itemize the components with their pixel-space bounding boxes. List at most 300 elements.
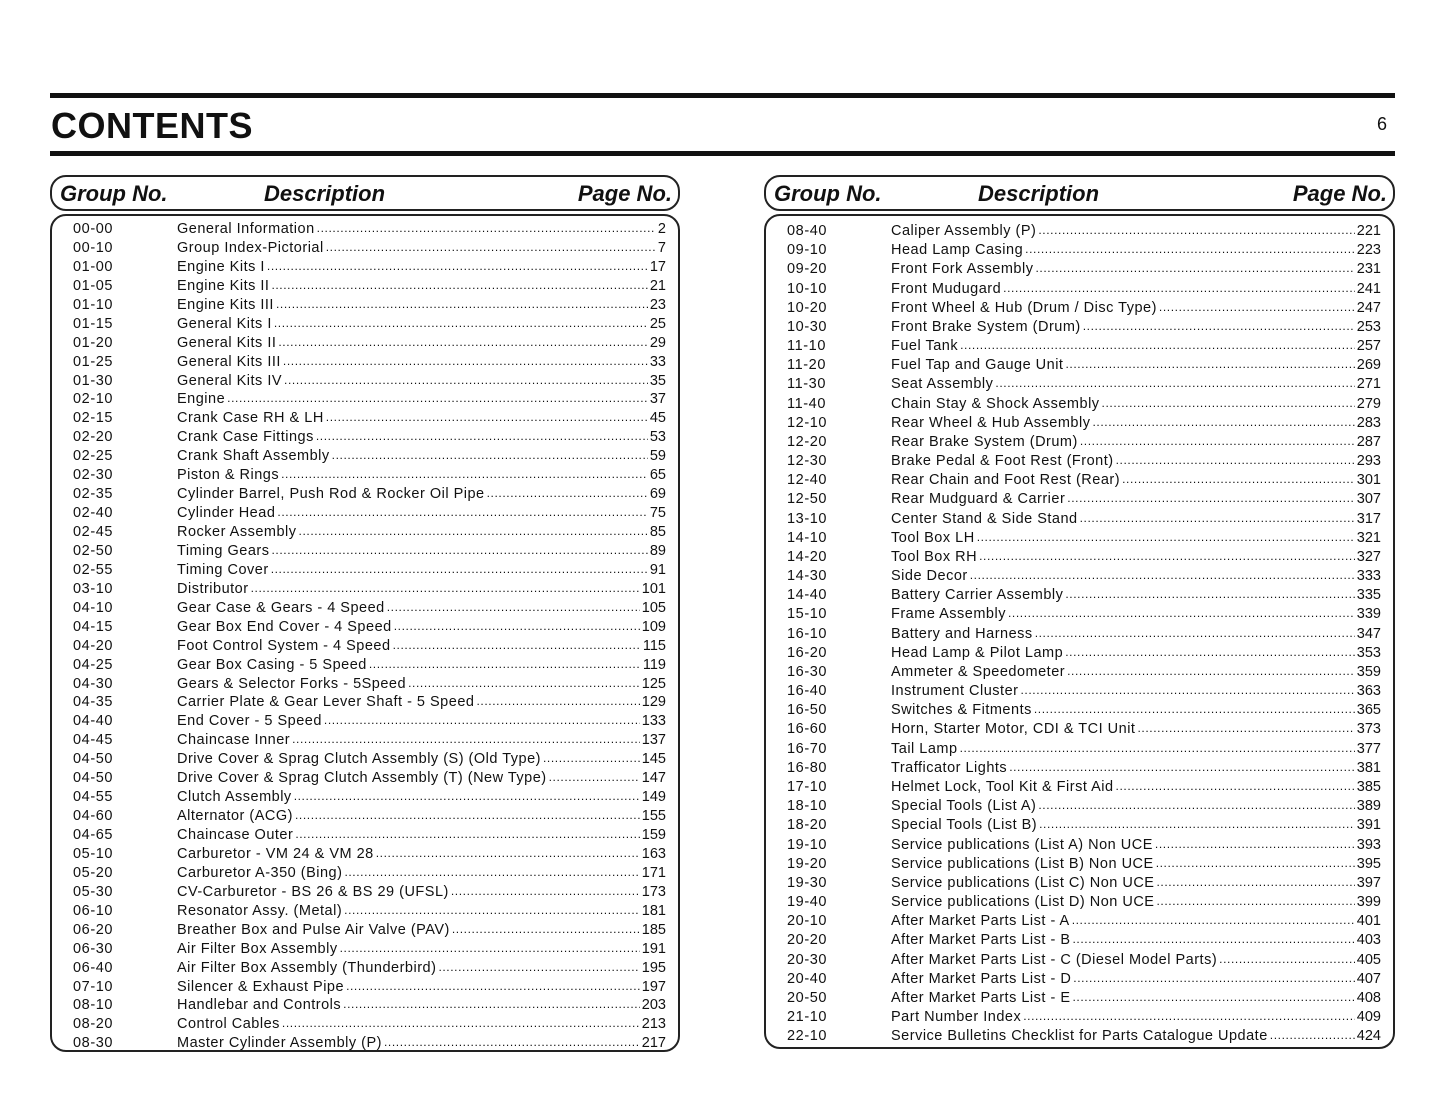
contents-entry	[52, 959, 678, 978]
entry-page-number: 269	[1356, 357, 1381, 374]
dot-leader	[1270, 1027, 1355, 1046]
dot-leader	[271, 277, 647, 296]
entry-description: Chaincase Outer	[177, 827, 294, 843]
group-number: 04-60	[73, 808, 114, 825]
contents-entry	[52, 750, 678, 769]
entry-leader-line	[177, 542, 666, 561]
group-number: 16-30	[787, 663, 828, 680]
group-number: 02-10	[73, 391, 114, 408]
entry-page-number: 147	[641, 770, 666, 787]
entry-page-number: 21	[649, 277, 666, 294]
entry-leader-line	[177, 959, 666, 978]
entry-description: Engine Kits I	[177, 258, 265, 275]
dot-leader	[1080, 433, 1355, 452]
entry-description: Drive Cover & Sprag Clutch Assembly (T) (New Type)	[177, 770, 547, 787]
group-number: 11-40	[787, 395, 827, 412]
entry-description: Cylinder Barrel, Push Rod & Rocker Oil Pipe	[177, 486, 485, 503]
entry-leader-line	[891, 855, 1381, 874]
entry-description: Service publications (List C) Non UCE	[891, 874, 1155, 891]
dot-leader	[267, 258, 648, 277]
entry-page-number: 149	[641, 789, 666, 806]
entry-leader-line	[177, 523, 666, 542]
entry-leader-line	[177, 447, 666, 466]
entry-leader-line	[177, 826, 666, 845]
contents-entry	[52, 334, 678, 353]
entry-page-number: 241	[1356, 280, 1381, 297]
dot-leader	[292, 731, 640, 750]
entry-leader-line	[177, 656, 666, 675]
entry-leader-line	[891, 740, 1381, 759]
group-number: 02-45	[73, 524, 114, 540]
entry-page-number: 65	[649, 467, 666, 484]
entry-description: Service Bulletins Checklist for Parts Catalogue Update	[891, 1028, 1268, 1045]
entry-leader-line	[177, 296, 666, 315]
dot-leader	[1083, 318, 1355, 337]
entry-page-number: 347	[1356, 625, 1381, 642]
entry-page-number: 89	[649, 542, 666, 559]
entry-page-number: 253	[1356, 318, 1381, 335]
entry-page-number: 283	[1356, 414, 1381, 431]
entry-description: After Market Parts List - C (Diesel Model Parts)	[891, 951, 1218, 968]
entry-leader-line	[891, 241, 1381, 260]
entry-leader-line	[891, 759, 1381, 778]
contents-entry	[52, 656, 678, 675]
entry-description: Engine	[177, 391, 226, 408]
group-number: 06-10	[73, 902, 114, 919]
entry-leader-line	[177, 712, 666, 731]
dot-leader	[979, 548, 1355, 567]
entry-leader-line	[891, 222, 1381, 241]
entry-description: Seat Assembly	[891, 376, 994, 393]
entry-description: Side Decor	[891, 568, 968, 585]
contents-entry	[766, 490, 1393, 509]
entry-leader-line	[177, 258, 666, 277]
group-number: 14-20	[787, 548, 828, 565]
entry-description: Part Number Index	[891, 1009, 1022, 1026]
entry-leader-line	[891, 912, 1381, 931]
contents-entry	[52, 864, 678, 883]
contents-entry	[52, 580, 678, 599]
entry-description: Battery Carrier Assembly	[891, 587, 1064, 604]
group-number: 18-20	[787, 817, 828, 834]
contents-entry	[52, 447, 678, 466]
dot-leader	[340, 940, 640, 959]
dot-leader	[317, 220, 656, 239]
entry-leader-line	[891, 682, 1381, 701]
entry-description: Crank Case Fittings	[177, 429, 314, 446]
entry-description: Carburetor A-350 (Bing)	[177, 864, 343, 881]
entry-description: Gear Box End Cover - 4 Speed	[177, 618, 392, 635]
entry-leader-line	[177, 485, 666, 504]
contents-entry	[766, 625, 1393, 644]
entry-description: Head Lamp & Pilot Lamp	[891, 644, 1064, 661]
entry-leader-line	[891, 931, 1381, 950]
dot-leader	[1067, 490, 1355, 509]
entry-leader-line	[891, 260, 1381, 279]
contents-entry	[766, 510, 1393, 529]
entry-page-number: 45	[649, 410, 666, 427]
group-number: 11-20	[787, 357, 827, 374]
entry-description: Rear Mudguard & Carrier	[891, 491, 1066, 508]
dot-leader	[369, 656, 641, 675]
entry-page-number: 181	[641, 902, 666, 919]
entry-leader-line	[177, 466, 666, 485]
dot-leader	[1038, 222, 1354, 241]
entry-page-number: 391	[1356, 817, 1381, 834]
entry-description: Resonator Assy. (Metal)	[177, 902, 343, 919]
contents-entry	[52, 788, 678, 807]
entry-page-number: 129	[641, 694, 666, 711]
entry-leader-line	[891, 816, 1381, 835]
group-number: 04-35	[73, 694, 114, 711]
group-number: 12-30	[787, 453, 828, 470]
dot-leader	[1116, 452, 1355, 471]
dot-leader	[346, 978, 640, 997]
entry-page-number: 195	[641, 959, 666, 976]
contents-entry	[52, 390, 678, 409]
contents-entry	[52, 637, 678, 656]
dot-leader	[277, 504, 647, 523]
entry-leader-line	[891, 951, 1381, 970]
entry-page-number: 29	[649, 334, 666, 351]
entry-leader-line	[891, 452, 1381, 471]
contents-entry	[766, 356, 1393, 375]
entry-page-number: 231	[1356, 261, 1381, 278]
entry-page-number: 59	[649, 448, 666, 465]
dot-leader	[324, 712, 640, 731]
entry-page-number: 25	[649, 315, 666, 332]
entry-leader-line	[891, 433, 1381, 452]
entry-leader-line	[891, 471, 1381, 490]
entry-page-number: 397	[1356, 874, 1381, 891]
entry-page-number: 399	[1356, 894, 1381, 911]
dot-leader	[1034, 701, 1355, 720]
page-number: 6	[1376, 114, 1387, 134]
group-number: 18-10	[787, 798, 828, 815]
group-number: 19-40	[787, 894, 828, 911]
entry-page-number: 279	[1356, 395, 1381, 412]
entry-leader-line	[177, 239, 666, 258]
group-number: 01-20	[73, 334, 114, 351]
contents-entry	[52, 940, 678, 959]
entry-description: Center Stand & Side Stand	[891, 510, 1078, 527]
entry-description: Ammeter & Speedometer	[891, 663, 1066, 680]
entry-description: Rear Chain and Foot Rest (Rear)	[891, 472, 1121, 489]
group-number: 01-25	[73, 353, 114, 370]
contents-entry	[52, 523, 678, 542]
contents-entry	[766, 414, 1393, 433]
group-number: 20-10	[787, 913, 828, 930]
dot-leader	[1023, 1008, 1355, 1027]
dot-leader	[543, 750, 640, 769]
entry-description: Timing Gears	[177, 542, 270, 559]
group-number: 01-00	[73, 258, 114, 275]
group-number: 08-10	[73, 997, 114, 1014]
entry-page-number: 2	[657, 221, 666, 237]
dot-leader	[1116, 778, 1355, 797]
entry-description: After Market Parts List - A	[891, 913, 1070, 930]
entry-description: After Market Parts List - D	[891, 970, 1072, 987]
entry-description: Caliper Assembly (P)	[891, 223, 1037, 239]
contents-entry	[766, 1027, 1393, 1046]
dot-leader	[271, 542, 647, 561]
dot-leader	[1155, 836, 1355, 855]
entry-description: Fuel Tap and Gauge Unit	[891, 357, 1064, 374]
entry-page-number: 91	[649, 561, 666, 578]
contents-entry	[766, 529, 1393, 548]
contents-entry	[766, 836, 1393, 855]
contents-entry	[766, 989, 1393, 1008]
entry-description: Brake Pedal & Foot Rest (Front)	[891, 453, 1114, 470]
group-number: 19-20	[787, 855, 828, 872]
entry-leader-line	[891, 586, 1381, 605]
entry-description: Special Tools (List A)	[891, 798, 1037, 815]
entry-description: Service publications (List D) Non UCE	[891, 894, 1155, 911]
dot-leader	[1039, 816, 1355, 835]
contents-entry	[766, 241, 1393, 260]
contents-entry	[52, 978, 678, 997]
entry-leader-line	[177, 561, 666, 580]
entry-page-number: 197	[641, 978, 666, 995]
contents-entry	[766, 912, 1393, 931]
group-number: 00-00	[73, 221, 114, 237]
dot-leader	[1038, 797, 1354, 816]
entry-leader-line	[177, 409, 666, 428]
title-underline	[50, 151, 1395, 156]
description-heading: Description	[978, 181, 1100, 206]
column-header	[764, 175, 1395, 211]
entry-description: Helmet Lock, Tool Kit & First Aid	[891, 778, 1114, 795]
group-number: 14-10	[787, 529, 828, 546]
entry-description: Gear Box Casing - 5 Speed	[177, 656, 367, 673]
dot-leader	[299, 523, 648, 542]
entry-description: CV-Carburetor - BS 26 & BS 29 (UFSL)	[177, 883, 449, 900]
entry-page-number: 307	[1356, 491, 1381, 508]
entry-leader-line	[177, 788, 666, 807]
entry-page-number: 213	[641, 1016, 666, 1033]
description-heading: Description	[264, 181, 386, 206]
entry-description: General Kits IV	[177, 372, 283, 389]
entry-leader-line	[891, 529, 1381, 548]
dot-leader	[227, 390, 648, 409]
entry-page-number: 333	[1356, 568, 1381, 585]
entry-page-number: 133	[641, 713, 666, 730]
entry-description: Fuel Tank	[891, 338, 959, 355]
entry-leader-line	[891, 663, 1381, 682]
entry-page-number: 377	[1356, 740, 1381, 757]
contents-entry	[52, 712, 678, 731]
dot-leader	[1065, 356, 1354, 375]
entry-page-number: 163	[641, 845, 666, 862]
entry-leader-line	[177, 220, 666, 239]
column-header	[50, 175, 680, 211]
contents-entry	[766, 778, 1393, 797]
dot-leader	[281, 466, 648, 485]
entry-page-number: 85	[649, 524, 666, 540]
dot-leader	[295, 807, 640, 826]
contents-entry	[52, 353, 678, 372]
entry-page-number: 373	[1356, 721, 1381, 738]
entry-description: Engine Kits III	[177, 296, 274, 313]
contents-entry	[52, 504, 678, 523]
group-number: 12-10	[787, 414, 828, 431]
entry-page-number: 221	[1356, 223, 1381, 239]
entry-description: Rocker Assembly	[177, 524, 297, 540]
entry-leader-line	[177, 693, 666, 712]
entry-description: Service publications (List A) Non UCE	[891, 836, 1153, 853]
entry-description: Tool Box LH	[891, 529, 975, 546]
contents-entry	[52, 409, 678, 428]
entry-leader-line	[177, 428, 666, 447]
entry-leader-line	[177, 315, 666, 334]
group-number: 02-25	[73, 448, 114, 465]
entry-page-number: 395	[1356, 855, 1381, 872]
group-number: 04-20	[73, 637, 114, 654]
contents-entry	[766, 682, 1393, 701]
entry-page-number: 191	[641, 940, 666, 957]
entry-leader-line	[177, 390, 666, 409]
entry-description: Clutch Assembly	[177, 789, 292, 806]
contents-entry	[766, 1008, 1393, 1027]
group-number: 20-40	[787, 970, 828, 987]
entry-page-number: 101	[641, 580, 666, 597]
entry-description: General Kits II	[177, 334, 277, 351]
entry-page-number: 381	[1356, 759, 1381, 776]
group-number: 02-35	[73, 486, 114, 503]
entry-page-number: 407	[1356, 970, 1381, 987]
entry-page-number: 23	[649, 296, 666, 313]
entry-description: Rear Brake System (Drum)	[891, 433, 1078, 450]
group-number: 16-10	[787, 625, 828, 642]
dot-leader	[1122, 471, 1355, 490]
entry-description: Control Cables	[177, 1016, 280, 1033]
group-number: 20-30	[787, 951, 828, 968]
group-number: 11-30	[787, 376, 827, 393]
group-number: 02-50	[73, 542, 114, 559]
group-number: 16-70	[787, 740, 828, 757]
group-number: 15-10	[787, 606, 828, 623]
contents-entry	[52, 466, 678, 485]
dot-leader	[344, 864, 639, 883]
dot-leader	[1035, 260, 1354, 279]
entry-description: Gears & Selector Forks - 5Speed	[177, 675, 407, 692]
contents-entry	[52, 296, 678, 315]
entry-page-number: 335	[1356, 587, 1381, 604]
contents-entry	[766, 605, 1393, 624]
dot-leader	[251, 580, 640, 599]
dot-leader	[1219, 951, 1355, 970]
entry-page-number: 105	[641, 599, 666, 616]
dot-leader	[278, 334, 647, 353]
contents-entry	[52, 1034, 678, 1053]
contents-entry	[766, 816, 1393, 835]
dot-leader	[1156, 874, 1354, 893]
contents-entry	[52, 807, 678, 826]
group-number: 16-40	[787, 683, 828, 700]
entry-description: Handlebar and Controls	[177, 997, 342, 1014]
entry-leader-line	[891, 1027, 1381, 1046]
entry-description: General Information	[177, 221, 315, 237]
entry-page-number: 424	[1356, 1028, 1381, 1045]
dot-leader	[1073, 989, 1355, 1008]
entry-description: Master Cylinder Assembly (P)	[177, 1035, 382, 1052]
entry-description: Frame Assembly	[891, 606, 1006, 623]
dot-leader	[1003, 280, 1355, 299]
entry-description: Distributor	[177, 580, 249, 597]
entry-leader-line	[891, 375, 1381, 394]
contents-entry	[766, 337, 1393, 356]
group-number: 17-10	[787, 778, 828, 795]
dot-leader	[438, 959, 639, 978]
entry-page-number: 321	[1356, 529, 1381, 546]
dot-leader	[384, 1034, 640, 1053]
entry-leader-line	[891, 605, 1381, 624]
contents-entry	[52, 542, 678, 561]
entry-leader-line	[177, 921, 666, 940]
entry-leader-line	[891, 989, 1381, 1008]
entry-page-number: 353	[1356, 644, 1381, 661]
group-number: 20-20	[787, 932, 828, 949]
entry-leader-line	[891, 893, 1381, 912]
entry-description: Gear Case & Gears - 4 Speed	[177, 599, 385, 616]
dot-leader	[995, 375, 1354, 394]
entry-leader-line	[177, 750, 666, 769]
page-no-heading: Page No.	[577, 181, 672, 206]
entry-page-number: 155	[641, 808, 666, 825]
group-number: 08-20	[73, 1016, 114, 1033]
contents-entry	[766, 931, 1393, 950]
group-number: 05-30	[73, 883, 114, 900]
dot-leader	[1092, 414, 1354, 433]
contents-entry	[766, 375, 1393, 394]
entry-page-number: 33	[649, 353, 666, 370]
entry-page-number: 385	[1356, 778, 1381, 795]
contents-entry	[766, 471, 1393, 490]
dot-leader	[1035, 625, 1355, 644]
group-number: 03-10	[73, 580, 114, 597]
entry-description: After Market Parts List - E	[891, 989, 1071, 1006]
entry-description: Rear Wheel & Hub Assembly	[891, 414, 1091, 431]
entry-leader-line	[177, 996, 666, 1015]
entry-description: End Cover - 5 Speed	[177, 713, 322, 730]
entry-description: Head Lamp Casing	[891, 242, 1024, 259]
group-number: 22-10	[787, 1028, 828, 1045]
entry-leader-line	[891, 797, 1381, 816]
group-number: 21-10	[787, 1009, 828, 1026]
group-number: 04-50	[73, 751, 114, 768]
contents-entry	[52, 315, 678, 334]
group-number: 09-10	[787, 242, 828, 259]
group-number: 00-10	[73, 239, 114, 256]
contents-entry	[52, 239, 678, 258]
entry-page-number: 217	[641, 1035, 666, 1052]
entry-page-number: 109	[641, 618, 666, 635]
group-number: 09-20	[787, 261, 828, 278]
dot-leader	[271, 561, 648, 580]
contents-entry	[766, 874, 1393, 893]
contents-entry	[766, 395, 1393, 414]
entry-description: General Kits I	[177, 315, 272, 332]
group-number: 08-40	[787, 223, 828, 239]
entry-description: Front Wheel & Hub (Drum / Disc Type)	[891, 299, 1157, 316]
group-number: 01-15	[73, 315, 114, 332]
group-number: 19-10	[787, 836, 828, 853]
entry-description: Tool Box RH	[891, 548, 978, 565]
entry-page-number: 339	[1356, 606, 1381, 623]
contents-entry	[766, 318, 1393, 337]
entry-leader-line	[177, 618, 666, 637]
group-number: 14-40	[787, 587, 828, 604]
